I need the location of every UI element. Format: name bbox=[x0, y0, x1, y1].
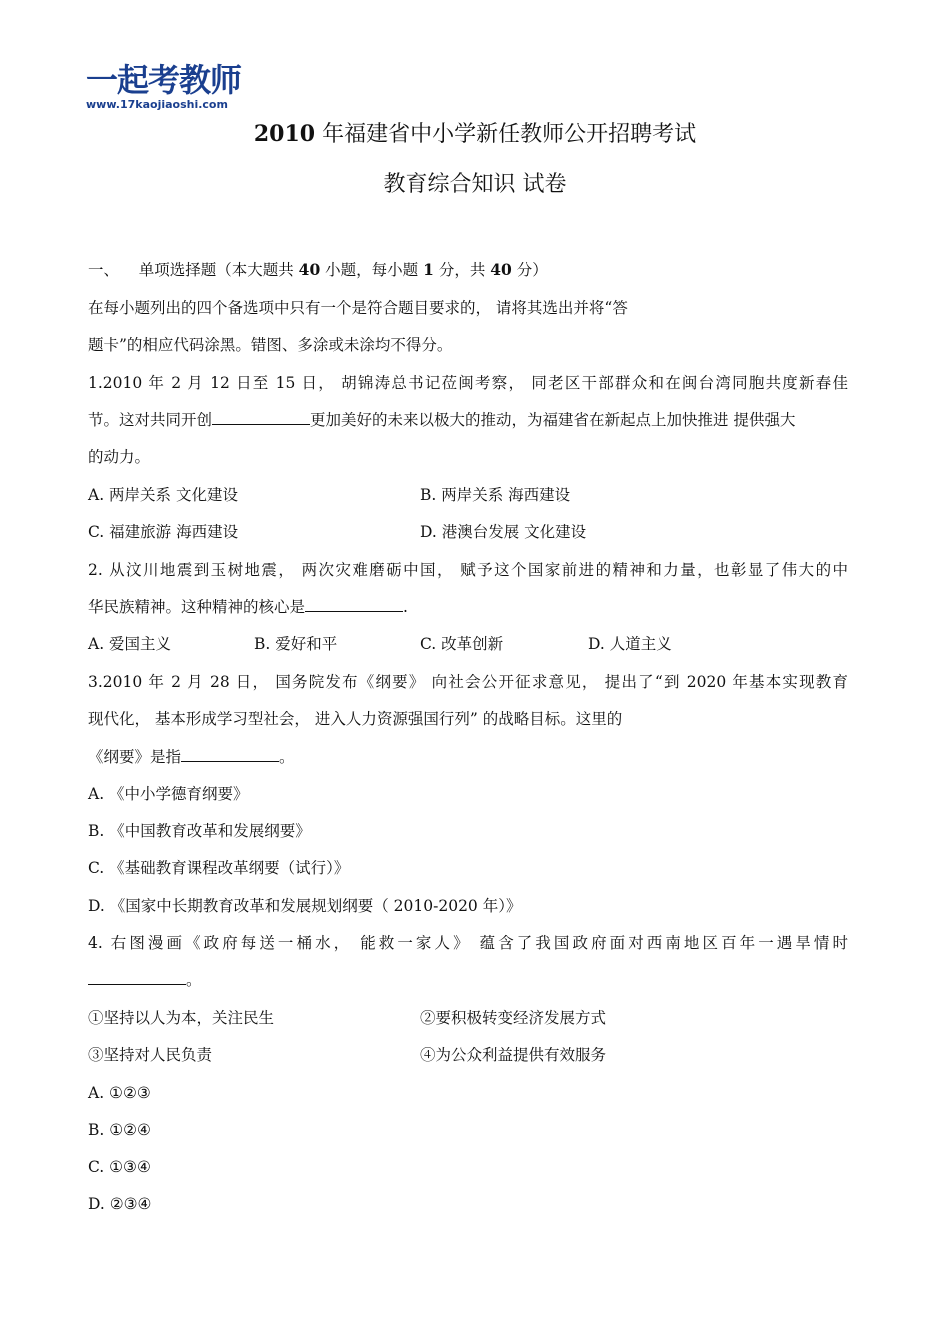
q1-option-b: B. 两岸关系 海西建设 bbox=[420, 486, 571, 504]
q4-statements-row-1 bbox=[88, 1007, 607, 1029]
q4-option-b: B. ①②④ bbox=[88, 1121, 151, 1139]
logo bbox=[86, 62, 256, 114]
q4-option-d: D. ②③④ bbox=[88, 1195, 152, 1213]
answer-blank bbox=[305, 597, 403, 612]
section-instruction-2: 题卡”的相应代码涂黑。错图、多涂或未涂均不得分。 bbox=[88, 336, 453, 354]
q1-line-1: 1.2010 年 2 月 12 日至 15 日， 胡锦涛总书记莅闽考察， 同老区干部群众和在闽台湾同胞共度新春佳 bbox=[88, 374, 848, 392]
q1-line-3: 的动力。 bbox=[88, 448, 151, 466]
q3-line-1: 3.2010 年 2 月 28 日， 国务院发布《纲要》 向社会公开征求意见， 提出了“到 2020 年基本实现教育 bbox=[88, 673, 848, 691]
q2-line-2: 华民族精神。这种精神的核心是 . bbox=[88, 598, 408, 616]
q4-statement-1: ①坚持以人为本，关注民生 bbox=[88, 1009, 275, 1027]
q3-option-a: A. 《中小学德育纲要》 bbox=[88, 785, 249, 803]
section-heading: 一、 单项选择题（本大题共 40 小题，每小题 1 分，共 40 分） bbox=[88, 260, 548, 279]
q1-line-2: 节。这对共同开创 更加美好的未来以极大的推动，为福建省在新起点上加快推进 提供强大 bbox=[88, 411, 796, 429]
q2-option-c: C. 改革创新 bbox=[420, 635, 504, 653]
q4-statement-4: ④为公众利益提供有效服务 bbox=[420, 1046, 607, 1064]
q4-line-2: 。 bbox=[88, 969, 202, 991]
q1-option-c: C. 福建旅游 海西建设 bbox=[88, 523, 239, 541]
q2-line-1: 2. 从汶川地震到玉树地震， 两次灾难磨砺中国， 赋予这个国家前进的精神和力量，也彰显了伟大的中 bbox=[88, 561, 848, 579]
logo-url: www.17kaojiaoshi.com bbox=[86, 98, 228, 111]
q2-option-a: A. 爱国主义 bbox=[88, 635, 172, 653]
q4-option-a: A. ①②③ bbox=[88, 1084, 151, 1102]
section-num: 一、 bbox=[88, 261, 120, 279]
q2-options-row bbox=[88, 633, 672, 655]
q4-statements-row-2 bbox=[88, 1044, 607, 1066]
q3-line-3: 《纲要》是指 。 bbox=[88, 748, 295, 766]
q4-statement-3: ③坚持对人民负责 bbox=[88, 1046, 213, 1064]
q1-option-d: D. 港澳台发展 文化建设 bbox=[420, 523, 587, 541]
title-rest: 年福建省中小学新任教师公开招聘考试 bbox=[315, 122, 697, 147]
q2-option-d: D. 人道主义 bbox=[588, 635, 672, 653]
q1-option-a: A. 两岸关系 文化建设 bbox=[88, 486, 238, 504]
answer-blank bbox=[181, 747, 279, 762]
q3-option-c: C. 《基础教育课程改革纲要（试行）》 bbox=[88, 859, 350, 877]
q3-option-b: B. 《中国教育改革和发展纲要》 bbox=[88, 822, 311, 840]
q4-line-1: 4. 右图漫画《政府每送一桶水， 能救一家人》 蕴含了我国政府面对西南地区百年一遇旱情时 bbox=[88, 934, 848, 952]
title-year: 2010 bbox=[253, 121, 316, 147]
logo-text: 一起考教师 bbox=[86, 61, 242, 99]
page-title bbox=[0, 120, 950, 149]
q4-statement-2: ②要积极转变经济发展方式 bbox=[420, 1009, 607, 1027]
q1-options-row-1 bbox=[88, 484, 571, 506]
answer-blank bbox=[212, 410, 310, 425]
q3-option-d: D. 《国家中长期教育改革和发展规划纲要（ 2010-2020 年）》 bbox=[88, 897, 522, 915]
page-subtitle: 教育综合知识 试卷 bbox=[383, 172, 567, 197]
q2-option-b: B. 爱好和平 bbox=[254, 635, 338, 653]
q4-option-c: C. ①③④ bbox=[88, 1158, 151, 1176]
section-instruction-1: 在每小题列出的四个备选项中只有一个是符合题目要求的， 请将其选出并将“答 bbox=[88, 299, 628, 317]
q3-line-2: 现代化， 基本形成学习型社会， 进入人力资源强国行列” 的战略目标。这里的 bbox=[88, 710, 623, 728]
q1-options-row-2 bbox=[88, 521, 587, 543]
answer-blank bbox=[88, 970, 186, 985]
